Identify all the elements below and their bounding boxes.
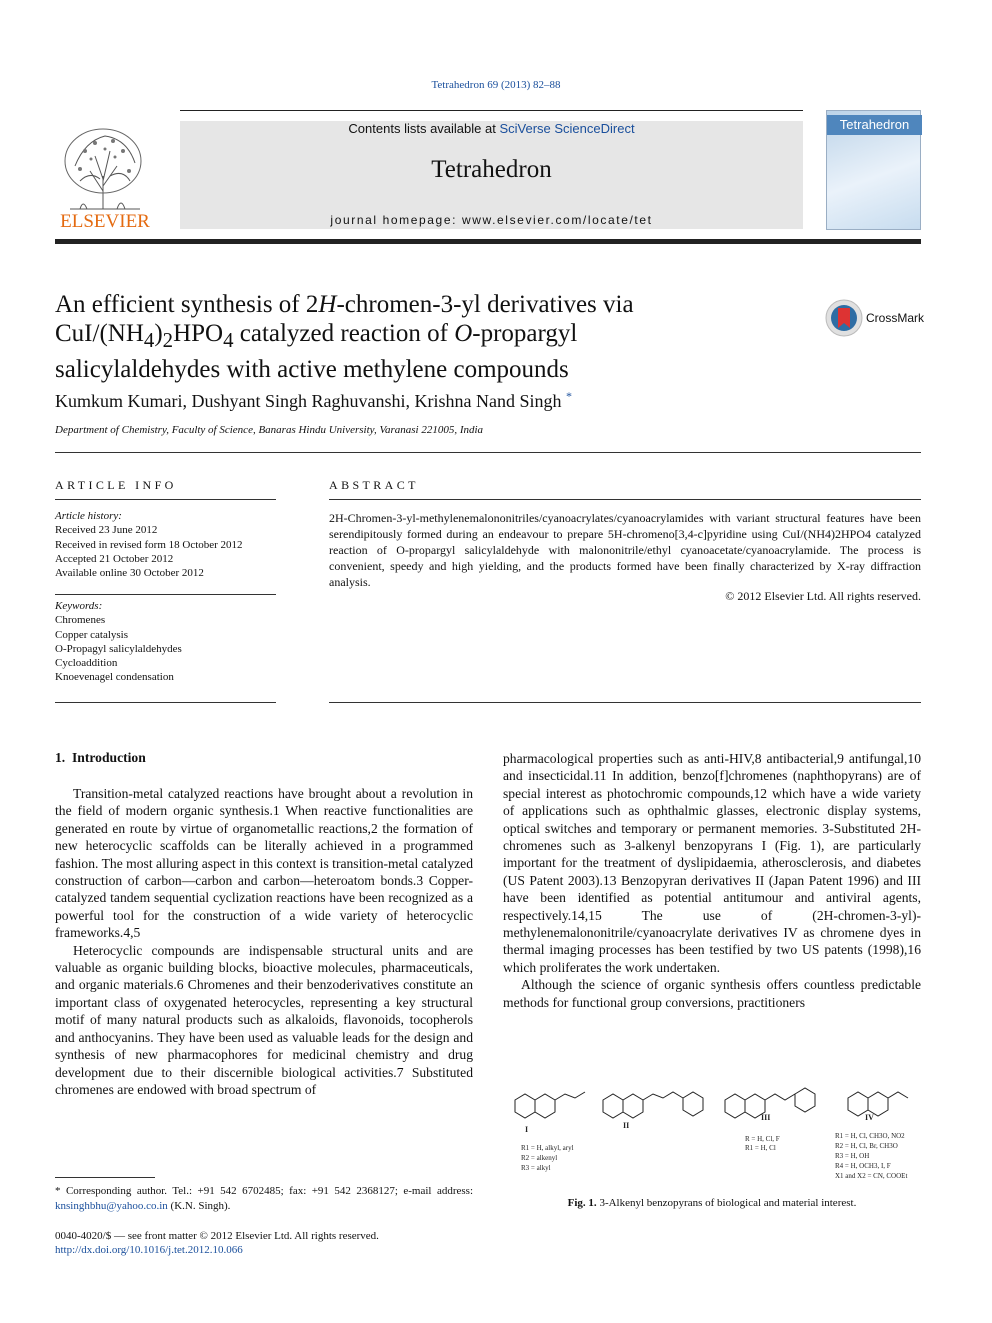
r-group-iii: R = H, Cl, F (745, 1135, 780, 1143)
article-info-heading: ARTICLE INFO (55, 478, 177, 492)
divider (55, 594, 276, 595)
divider (329, 499, 921, 500)
header-rule (180, 110, 803, 111)
body-column-right (503, 750, 921, 1011)
paragraph: pharmacological properties such as anti-HIV,8 antibacterial,9 antifungal,10 and insecticidal.11 In addition, benzo[f]chromenes (naphthopyrans) are of special interest as photochromic compounds,12 which have a wide variety of applications such as ophthalmic glasses, electronic display systems, optical switches and temporary or permanent memories. 3-Substituted 2H-chromenes such as 3-alkenyl benzopyrans I (Fig. 1), are particularly important for the treatment of dyslipidaemia, atherosclerosis, and diabetes (US Patent 2003).13 Benzopyran derivatives II (Japan Patent 1996) and III have been identified as potential antitumour and antiviral agents, respectively.14,15 The use of (2H-chromen-3-yl)-methylenemalononitrile/cyanoacrylate derivatives IV as chromene dyes in thermal imaging processes has been testified by two US patents (1998),16 which proliferates the work undertaken. (503, 751, 921, 975)
structure-label-ii: II (623, 1121, 630, 1130)
history-item: Received in revised form 18 October 2012 (55, 538, 243, 551)
body-column-left (55, 785, 473, 1098)
section-heading-introduction (55, 750, 146, 766)
r-group-iv: R3 = H, OH (835, 1152, 870, 1160)
title-part: 4 (143, 328, 155, 352)
keyword: O-Propagyl salicylaldehydes (55, 642, 182, 655)
r-group-iv: R2 = H, Cl, Br, CH3O (835, 1142, 898, 1150)
r-group-iv: R1 = H, Cl, CH3O, NO2 (835, 1132, 905, 1140)
r-group-i: R1 = H, alkyl, aryl (521, 1144, 574, 1152)
keyword: Cycloaddition (55, 657, 118, 670)
journal-name: Tetrahedron (431, 156, 552, 183)
r-group-iv: R4 = H, OCH3, I, F (835, 1162, 891, 1170)
keywords (55, 599, 275, 685)
divider (329, 702, 921, 703)
history-item: Received 23 June 2012 (55, 524, 158, 537)
paragraph: Although the science of organic synthesis offers countless predictable methods for functional group conversions, practitioners (503, 977, 921, 1010)
title-part: 2 (162, 328, 174, 352)
header-thick-rule (55, 239, 921, 244)
figure-1-structures (503, 1068, 921, 1193)
structure-label-i: I (525, 1125, 529, 1134)
crossmark-label: CrossMark (866, 311, 925, 325)
paragraph: Transition-metal catalyzed reactions have brought about a revolution in the field of modern organic synthesis.1 When reactive functionalities are generated en route by virtue of organometallic reactions,2 the formation of new heterocyclic scaffolds can be literally achieved in a programmed fashion. The most alluring aspect in this context is transition-metal catalyzed construction of carbon—carbon and carbon—heteroatom bonds.3 Copper-catalyzed tandem sequential cyclization reactions have been recognized as a powerful tool for the construction of a wide variety of heterocyclic frameworks.4,5 (55, 786, 473, 941)
figure-caption-text: 3-Alkenyl benzopyrans of biological and material interest. (599, 1197, 857, 1209)
journal-citation[interactable]: Tetrahedron 69 (2013) 82–88 (431, 79, 561, 91)
doi-link[interactable]: http://dx.doi.org/10.1016/j.tet.2012.10.066 (55, 1244, 243, 1256)
divider (55, 452, 921, 453)
journal-homepage (180, 213, 803, 227)
r-group-iv: X1 and X2 = CN, COOEt (835, 1172, 908, 1180)
title-part: catalyzed reaction of (233, 320, 455, 347)
sciencedirect-link[interactable]: SciVerse ScienceDirect (499, 121, 635, 136)
footnote-rule (55, 1177, 155, 1178)
figure-caption (503, 1197, 921, 1209)
abstract-text: 2H-Chromen-3-yl-methylenemalononitriles/cyanoacrylates/cyanoacrylamides with variant structural features have been serendipitously formed during an endeavour to prepare 5H-chromeno[3,4-c]pyridine using CuI/(NH4)2HPO4 catalyzed reaction of O-propargyl salicylaldehyde with malononitrile/ethyl cyanoacetate/cyanoacrylamide. The process is convenient, speedy and high yielding, and the products formed have been finally characterized by X-ray diffraction analysis. (329, 511, 921, 589)
article-history (55, 509, 275, 580)
section-title: Introduction (72, 750, 146, 765)
abstract-copyright: © 2012 Elsevier Ltd. All rights reserved. (725, 589, 921, 603)
r-group-iii: R1 = H, Cl (745, 1144, 776, 1152)
title-part: H (318, 291, 337, 318)
structure-label-iv: IV (865, 1113, 874, 1122)
footnote-name: (K.N. Singh). (167, 1200, 231, 1212)
section-number: 1. (55, 750, 66, 765)
divider (55, 499, 276, 500)
title-part: An efficient synthesis of 2 (55, 291, 319, 318)
title-part: O (454, 320, 473, 347)
email-link[interactable]: knsinghbhu@yahoo.co.in (55, 1200, 168, 1212)
keywords-label: Keywords: (55, 600, 103, 612)
keyword: Knoevenagel condensation (55, 671, 174, 684)
divider (55, 702, 276, 703)
title-part: -propargyl salicylaldehydes with active methylene compounds (55, 320, 578, 383)
corresponding-author-mark[interactable]: * (565, 389, 572, 403)
bottom-matter (55, 1229, 379, 1257)
cover-title: Tetrahedron (839, 117, 910, 132)
r-group-i: R2 = alkenyl (521, 1154, 558, 1162)
history-label: Article history: (55, 510, 122, 522)
contents-line (180, 121, 803, 136)
article-title (55, 290, 735, 384)
title-part: ) (154, 320, 163, 347)
structure-label-iii: III (761, 1113, 771, 1122)
paragraph: Heterocyclic compounds are indispensable structural units and are valuable as organic building blocks, bioactive molecules, pharmaceuticals, and organic materials.6 Chromenes and their benzoderivatives constitute an important class of oxygenated heterocycles, representing a key structural motif of many natural products such as alkaloids, flavonoids, tocopherols and anthocyanins. They have been used as valuable leads for the design and synthesis of new pharmacophores for medicinal chemistry and drug development due to their discernible biological activities.7 Substituted chromenes are endowed with broad spectrum of (55, 942, 473, 1097)
title-part: 4 (223, 328, 234, 352)
keyword: Copper catalysis (55, 628, 129, 641)
corresponding-author-footnote (55, 1184, 473, 1214)
homepage-link[interactable]: www.elsevier.com/locate/tet (461, 213, 653, 227)
authors (55, 391, 572, 412)
abstract-heading: ABSTRACT (329, 478, 419, 492)
homepage-prefix: journal homepage: (330, 213, 462, 227)
elsevier-wordmark: ELSEVIER (60, 211, 150, 231)
figure-label[interactable]: Fig. 1. (567, 1197, 597, 1209)
crossmark-icon (824, 298, 864, 338)
author-list: Kumkum Kumari, Dushyant Singh Raghuvanshi, Krishna Nand Singh (55, 391, 562, 411)
footnote-text: * Corresponding author. Tel.: +91 542 6702485; fax: +91 542 2368127; e-mail address: (55, 1185, 473, 1197)
r-group-i: R3 = alkyl (521, 1164, 551, 1172)
affiliation: Department of Chemistry, Faculty of Science, Banaras Hindu University, Varanasi 221005, India (55, 424, 484, 436)
title-part: -chromen-3-yl derivatives via CuI/(NH (55, 291, 634, 347)
crossmark-badge[interactable] (824, 298, 924, 338)
keyword: Chromenes (55, 614, 106, 627)
history-item: Accepted 21 October 2012 (55, 552, 174, 565)
issn-line: 0040-4020/$ — see front matter © 2012 Elsevier Ltd. All rights reserved. (55, 1230, 379, 1242)
contents-prefix: Contents lists available at (348, 121, 500, 136)
history-item: Available online 30 October 2012 (55, 567, 204, 580)
elsevier-tree-logo (55, 121, 155, 231)
journal-cover-thumbnail[interactable] (826, 110, 921, 230)
title-part: HPO (173, 320, 224, 347)
